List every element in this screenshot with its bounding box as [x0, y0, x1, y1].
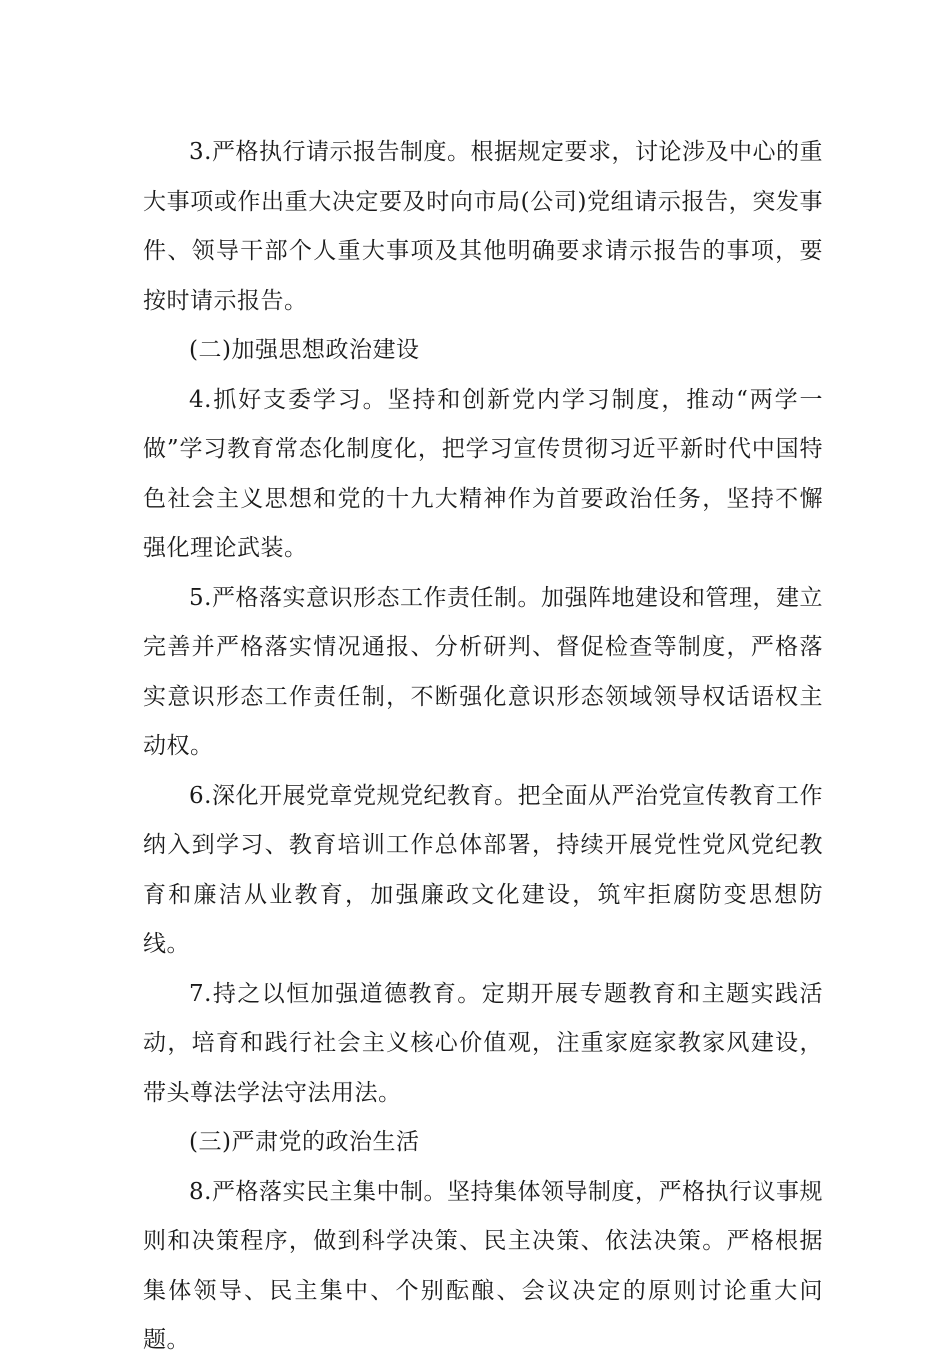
section-heading-3: (三)严肃党的政治生活 — [189, 1129, 420, 1155]
paragraph-item-3: 3.严格执行请示报告制度。根据规定要求，讨论涉及中心的重大事项或作出重大决定要及时向市局(公司)党组请示报告，突发事件、领导干部个人重大事项及其他明确要求请示报告的事项，要按时请示报告。 — [143, 139, 823, 314]
paragraph-item-7: 7.持之以恒加强道德教育。定期开展专题教育和主题实践活动，培育和践行社会主义核心价值观，注重家庭家教家风建设，带头尊法学法守法用法。 — [143, 980, 823, 1106]
paragraph-item-4: 4.抓好支委学习。坚持和创新党内学习制度，推动“两学一做”学习教育常态化制度化，把学习宣传贯彻习近平新时代中国特色社会主义思想和党的十九大精神作为首要政治任务，坚持不懈强化理论武装。 — [143, 386, 823, 561]
paragraph-item-5: 5.严格落实意识形态工作责任制。加强阵地建设和管理，建立完善并严格落实情况通报、分析研判、督促检查等制度，严格落实意识形态工作责任制，不断强化意识形态领域领导权话语权主动权。 — [143, 584, 823, 759]
paragraph-item-8: 8.严格落实民主集中制。坚持集体领导制度，严格执行议事规则和决策程序，做到科学决策、民主决策、依法决策。严格根据集体领导、民主集中、个别酝酿、会议决定的原则讨论重大问题。 — [143, 1178, 823, 1353]
section-heading-2: (二)加强思想政治建设 — [189, 337, 420, 363]
paragraph-item-6: 6.深化开展党章党规党纪教育。把全面从严治党宣传教育工作纳入到学习、教育培训工作总体部署，持续开展党性党风党纪教育和廉洁从业教育，加强廉政文化建设，筑牢拒腐防变思想防线。 — [143, 782, 823, 957]
document-body — [143, 128, 823, 1366]
